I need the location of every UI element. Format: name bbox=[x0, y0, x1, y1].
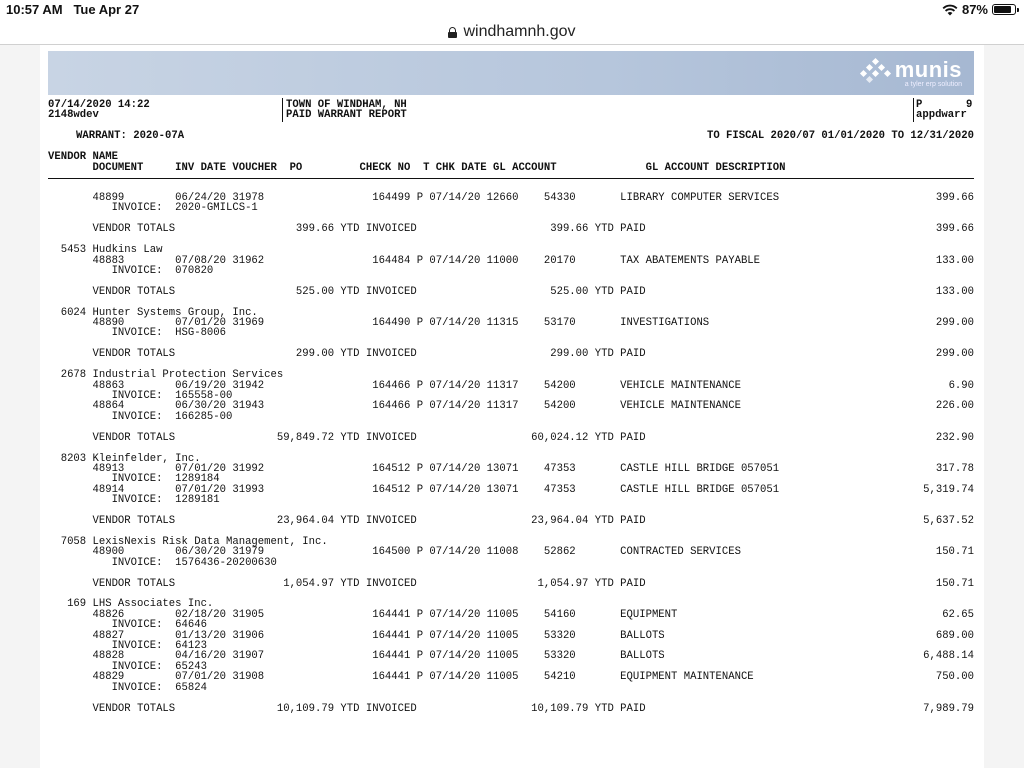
status-date: Tue Apr 27 bbox=[73, 2, 140, 17]
line-text: INVOICE: 65824 bbox=[48, 681, 207, 694]
report-line bbox=[48, 579, 974, 589]
report-line bbox=[48, 558, 974, 568]
line-text: VENDOR TOTALS 525.00 YTD INVOICED 525.00 YTD PAID bbox=[48, 285, 646, 298]
line-text: 48863 06/19/20 31942 164466 P 07/14/20 11317 54200 VEHICLE MAINTENANCE bbox=[48, 379, 741, 392]
lock-icon bbox=[448, 27, 457, 38]
line-text: 6024 Hunter Systems Group, Inc. bbox=[48, 306, 258, 319]
logo-name: munis bbox=[894, 57, 962, 82]
report-line bbox=[48, 433, 974, 443]
line-text: INVOICE: 1289184 bbox=[48, 473, 220, 486]
page-label: P bbox=[916, 99, 923, 111]
line-text: VENDOR TOTALS 1,054.97 YTD INVOICED 1,054.97 YTD PAID bbox=[48, 577, 646, 590]
battery-percent: 87% bbox=[961, 2, 988, 17]
line-text: INVOICE: 2020-GMILCS-1 bbox=[48, 202, 258, 215]
url-text[interactable]: windhamnh.gov bbox=[463, 23, 576, 40]
report-line bbox=[48, 516, 974, 526]
report-line bbox=[48, 266, 974, 276]
line-text: INVOICE: 1289181 bbox=[48, 494, 220, 507]
report-line bbox=[48, 443, 974, 453]
line-text: 48827 01/13/20 31906 164441 P 07/14/20 11005 53320 BALLOTS bbox=[48, 629, 665, 642]
line-amount: 750.00 bbox=[935, 671, 974, 684]
munis-logo bbox=[861, 57, 962, 88]
address-bar[interactable] bbox=[0, 20, 1024, 45]
munis-banner bbox=[48, 51, 974, 95]
report-line bbox=[48, 245, 974, 255]
line-amount: 6,488.14 bbox=[923, 650, 974, 663]
battery-icon bbox=[992, 4, 1016, 15]
line-text: INVOICE: 64123 bbox=[48, 640, 207, 653]
line-amount: 7,989.79 bbox=[923, 702, 974, 715]
line-text: 48826 02/18/20 31905 164441 P 07/14/20 11005 54160 EQUIPMENT bbox=[48, 608, 678, 621]
status-time: 10:57 AM Tue Apr 27 bbox=[6, 2, 140, 17]
report-line bbox=[48, 704, 974, 714]
line-amount: 689.00 bbox=[935, 629, 974, 642]
report-line bbox=[48, 412, 974, 422]
line-amount: 62.65 bbox=[942, 608, 974, 621]
warrant-number: WARRANT: 2020-07A bbox=[76, 130, 185, 142]
line-amount: 299.00 bbox=[935, 348, 974, 361]
line-text: 48899 06/24/20 31978 164499 P 07/14/20 12660 54330 LIBRARY COMPUTER SERVICES bbox=[48, 192, 780, 204]
header-divider-left bbox=[282, 98, 283, 122]
line-text: INVOICE: 1576436-20200630 bbox=[48, 556, 277, 569]
report-line bbox=[48, 349, 974, 359]
header-rule bbox=[48, 178, 974, 179]
line-amount: 399.66 bbox=[935, 192, 974, 204]
line-amount: 133.00 bbox=[935, 285, 974, 298]
status-indicators bbox=[942, 2, 1016, 17]
line-text: 48914 07/01/20 31993 164512 P 07/14/20 13071 47353 CASTLE HILL BRIDGE 057051 bbox=[48, 483, 780, 496]
program-name: appdwarr bbox=[916, 109, 967, 121]
munis-dots-icon bbox=[861, 59, 889, 81]
line-text: VENDOR TOTALS 23,964.04 YTD INVOICED 23,964.04 YTD PAID bbox=[48, 515, 646, 528]
report-line bbox=[48, 683, 974, 693]
report-user: 2148wdev bbox=[48, 109, 99, 121]
line-text: VENDOR TOTALS 299.00 YTD INVOICED 299.00 YTD PAID bbox=[48, 348, 646, 361]
line-amount: 317.78 bbox=[935, 462, 974, 475]
report-line bbox=[48, 370, 974, 380]
run-datetime: 07/14/2020 14:22 bbox=[48, 99, 150, 111]
line-text: 48890 07/01/20 31969 164490 P 07/14/20 11315 53170 INVESTIGATIONS bbox=[48, 317, 710, 330]
page-number: 9 bbox=[966, 99, 973, 111]
line-text: 5453 Hudkins Law bbox=[48, 244, 163, 257]
line-amount: 150.71 bbox=[935, 546, 974, 559]
line-text: INVOICE: 64646 bbox=[48, 619, 207, 632]
line-text: 48883 07/08/20 31962 164484 P 07/14/20 11000 20170 TAX ABATEMENTS PAYABLE bbox=[48, 254, 761, 267]
report-line bbox=[48, 203, 974, 213]
report-document bbox=[40, 45, 984, 768]
line-text: 48913 07/01/20 31992 164512 P 07/14/20 13071 47353 CASTLE HILL BRIDGE 057051 bbox=[48, 462, 780, 475]
fiscal-range: TO FISCAL 2020/07 01/01/2020 TO 12/31/2020 bbox=[706, 130, 974, 142]
line-amount: 5,637.52 bbox=[923, 515, 974, 528]
line-text: INVOICE: 166285-00 bbox=[48, 410, 233, 423]
line-amount: 5,319.74 bbox=[923, 483, 974, 496]
page-viewport[interactable] bbox=[0, 45, 1024, 768]
report-line bbox=[48, 495, 974, 505]
line-amount: 150.71 bbox=[935, 577, 974, 590]
report-title: PAID WARRANT REPORT bbox=[286, 109, 407, 121]
column-header-vendor: VENDOR NAME bbox=[48, 151, 118, 163]
status-bar bbox=[0, 0, 1024, 20]
line-text: VENDOR TOTALS 59,849.72 YTD INVOICED 60,024.12 YTD PAID bbox=[48, 431, 646, 444]
report-line bbox=[48, 235, 974, 245]
column-header-detail: DOCUMENT INV DATE VOUCHER PO CHECK NO T CHK DATE GL ACCOUNT GL ACCOUNT DESCRIPTION bbox=[48, 162, 786, 174]
line-amount: 226.00 bbox=[935, 400, 974, 413]
line-text: 48828 04/16/20 31907 164441 P 07/14/20 11005 53320 BALLOTS bbox=[48, 650, 665, 663]
line-text: INVOICE: 070820 bbox=[48, 264, 214, 277]
line-text: 169 LHS Associates Inc. bbox=[48, 598, 214, 611]
line-amount: 232.90 bbox=[935, 431, 974, 444]
line-text: 48900 06/30/20 31979 164500 P 07/14/20 11008 52862 CONTRACTED SERVICES bbox=[48, 546, 741, 559]
line-text: 48829 07/01/20 31908 164441 P 07/14/20 11005 54210 EQUIPMENT MAINTENANCE bbox=[48, 671, 754, 684]
line-text: 48864 06/30/20 31943 164466 P 07/14/20 11317 54200 VEHICLE MAINTENANCE bbox=[48, 400, 741, 413]
report-line bbox=[48, 328, 974, 338]
line-amount: 399.66 bbox=[935, 223, 974, 236]
report-line bbox=[48, 568, 974, 578]
line-text: INVOICE: HSG-8006 bbox=[48, 327, 227, 340]
header-divider-right bbox=[913, 98, 914, 122]
line-text: 8203 Kleinfelder, Inc. bbox=[48, 452, 201, 465]
report-line bbox=[48, 224, 974, 234]
line-text: INVOICE: 65243 bbox=[48, 660, 207, 673]
report-line bbox=[48, 287, 974, 297]
line-text: 2678 Industrial Protection Services bbox=[48, 369, 284, 382]
line-text: VENDOR TOTALS 399.66 YTD INVOICED 399.66 YTD PAID bbox=[48, 223, 646, 236]
wifi-icon bbox=[942, 4, 958, 16]
line-amount: 299.00 bbox=[935, 317, 974, 330]
line-amount: 133.00 bbox=[935, 254, 974, 267]
line-text: 7058 LexisNexis Risk Data Management, Inc. bbox=[48, 535, 328, 548]
town-name: TOWN OF WINDHAM, NH bbox=[286, 99, 407, 111]
line-text: INVOICE: 165558-00 bbox=[48, 389, 233, 402]
line-text: VENDOR TOTALS 10,109.79 YTD INVOICED 10,109.79 YTD PAID bbox=[48, 702, 646, 715]
line-amount: 6.90 bbox=[948, 379, 974, 392]
logo-tagline: a tyler erp solution bbox=[904, 81, 962, 88]
report-line bbox=[48, 693, 974, 703]
